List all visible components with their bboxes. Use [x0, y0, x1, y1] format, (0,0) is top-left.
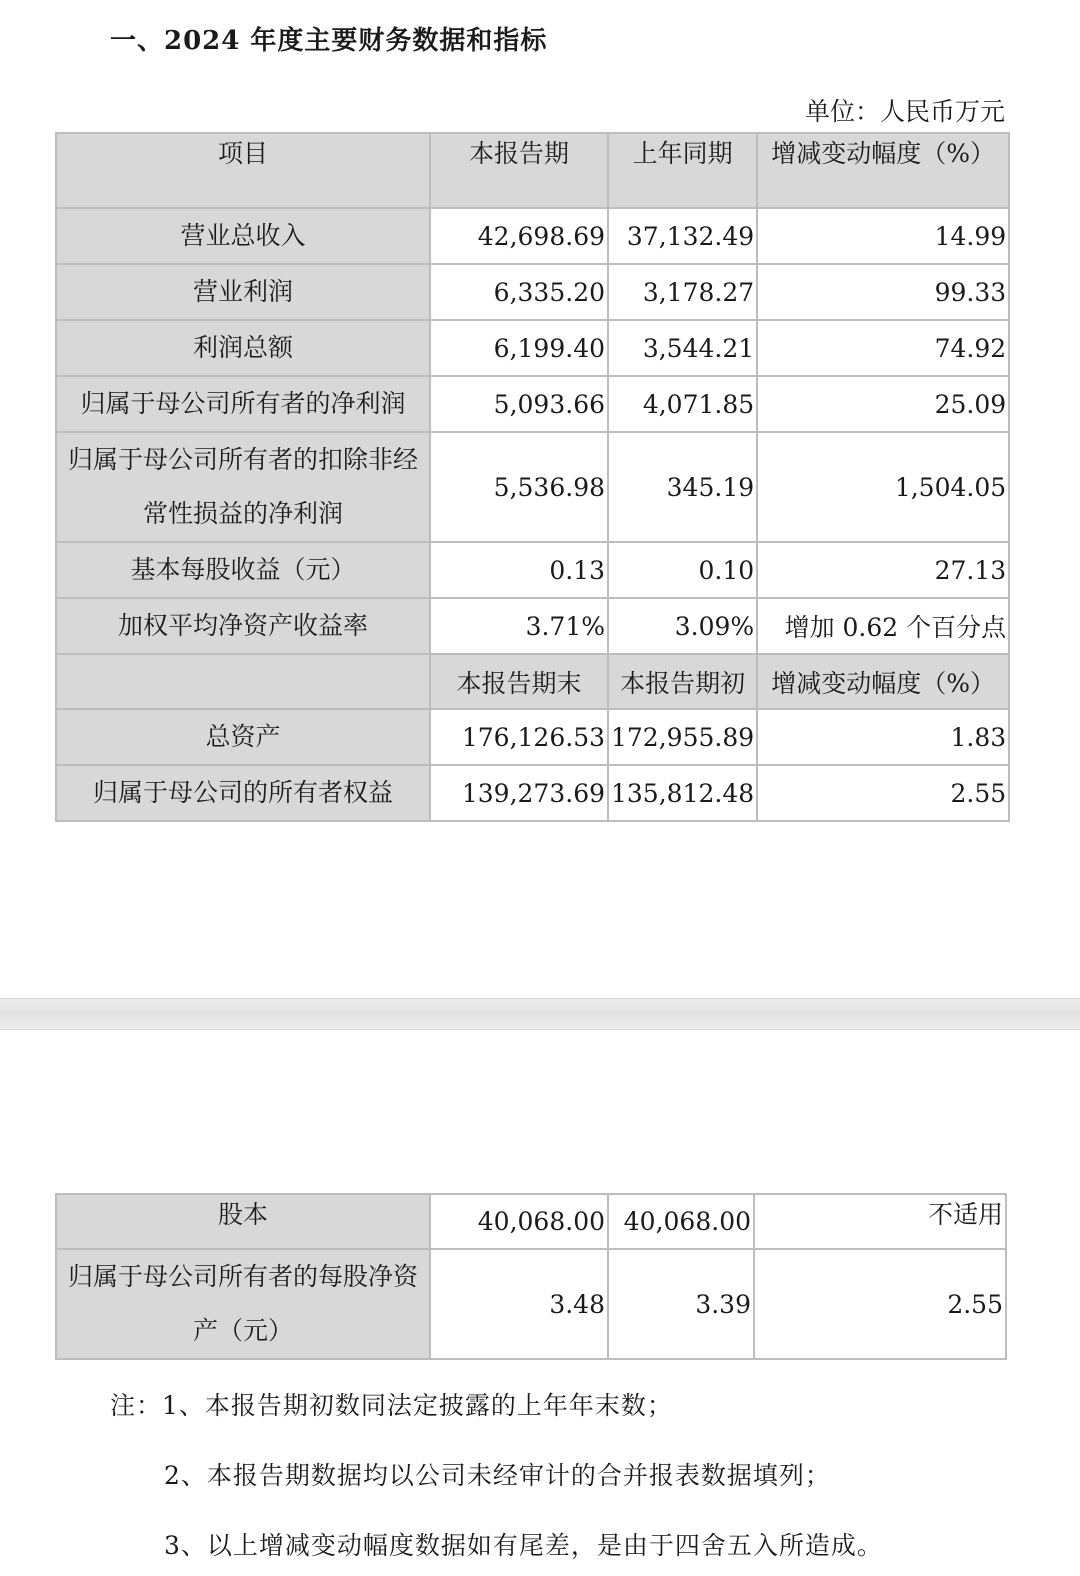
row-label: 归属于母公司所有者的每股净资产（元）	[56, 1249, 430, 1359]
row-label: 归属于母公司的所有者权益	[56, 765, 430, 821]
table-row	[56, 264, 1009, 320]
note-1: 注：1、本报告期初数同法定披露的上年年末数；	[110, 1391, 673, 1420]
cell-prior: 40,068.00	[608, 1194, 754, 1249]
header-current: 本报告期	[430, 133, 608, 208]
table-row	[56, 320, 1009, 376]
subheader-current: 本报告期末	[430, 654, 608, 709]
table-row	[56, 765, 1009, 821]
table-subheader-row	[56, 654, 1009, 709]
financial-table-main	[55, 132, 1010, 822]
table-row	[56, 208, 1009, 264]
table-row	[56, 709, 1009, 765]
unit-label: 单位：人民币万元	[804, 97, 1005, 126]
table-header-row	[56, 133, 1009, 208]
header-item: 项目	[56, 133, 430, 208]
header-prior: 上年同期	[608, 133, 757, 208]
cell-current: 42,698.69	[430, 208, 608, 264]
section-heading: 一、2024 年度主要财务数据和指标	[110, 26, 548, 56]
cell-current: 40,068.00	[430, 1194, 608, 1249]
row-label: 利润总额	[56, 320, 430, 376]
cell-prior: 345.19	[608, 432, 757, 542]
table-row	[56, 1249, 1006, 1359]
table-row	[56, 432, 1009, 542]
cell-prior: 37,132.49	[608, 208, 757, 264]
note-3: 3、以上增减变动幅度数据如有尾差，是由于四舍五入所造成。	[164, 1531, 883, 1560]
cell-prior: 0.10	[608, 542, 757, 598]
cell-prior: 3,178.27	[608, 264, 757, 320]
cell-current: 6,199.40	[430, 320, 608, 376]
cell-change: 14.99	[757, 208, 1009, 264]
row-label: 营业利润	[56, 264, 430, 320]
subheader-change: 增减变动幅度（%）	[757, 654, 1009, 709]
cell-change: 2.55	[754, 1249, 1006, 1359]
cell-change: 27.13	[757, 542, 1009, 598]
cell-change: 增加 0.62 个百分点	[757, 598, 1009, 654]
cell-change: 1.83	[757, 709, 1009, 765]
row-label: 股本	[56, 1194, 430, 1249]
table-row	[56, 376, 1009, 432]
financial-table-continued	[55, 1193, 1007, 1360]
cell-change: 99.33	[757, 264, 1009, 320]
cell-current: 0.13	[430, 542, 608, 598]
cell-current: 6,335.20	[430, 264, 608, 320]
cell-current: 3.71%	[430, 598, 608, 654]
cell-prior: 172,955.89	[608, 709, 757, 765]
row-label: 归属于母公司所有者的净利润	[56, 376, 430, 432]
cell-current: 5,093.66	[430, 376, 608, 432]
cell-change: 2.55	[757, 765, 1009, 821]
cell-change: 74.92	[757, 320, 1009, 376]
cell-prior: 135,812.48	[608, 765, 757, 821]
header-change: 增减变动幅度（%）	[757, 133, 1009, 208]
page-separator	[0, 998, 1080, 1030]
row-label: 加权平均净资产收益率	[56, 598, 430, 654]
cell-prior: 3.09%	[608, 598, 757, 654]
row-label: 基本每股收益（元）	[56, 542, 430, 598]
subheader-item	[56, 654, 430, 709]
cell-prior: 3,544.21	[608, 320, 757, 376]
cell-current: 139,273.69	[430, 765, 608, 821]
table-row	[56, 1194, 1006, 1249]
cell-prior: 4,071.85	[608, 376, 757, 432]
table-row	[56, 598, 1009, 654]
row-label: 总资产	[56, 709, 430, 765]
subheader-prior: 本报告期初	[608, 654, 757, 709]
cell-change: 1,504.05	[757, 432, 1009, 542]
cell-change: 25.09	[757, 376, 1009, 432]
table-row	[56, 542, 1009, 598]
cell-current: 176,126.53	[430, 709, 608, 765]
cell-change: 不适用	[754, 1194, 1006, 1249]
cell-current: 3.48	[430, 1249, 608, 1359]
row-label: 营业总收入	[56, 208, 430, 264]
row-label: 归属于母公司所有者的扣除非经常性损益的净利润	[56, 432, 430, 542]
cell-current: 5,536.98	[430, 432, 608, 542]
note-2: 2、本报告期数据均以公司未经审计的合并报表数据填列；	[164, 1461, 831, 1490]
cell-prior: 3.39	[608, 1249, 754, 1359]
